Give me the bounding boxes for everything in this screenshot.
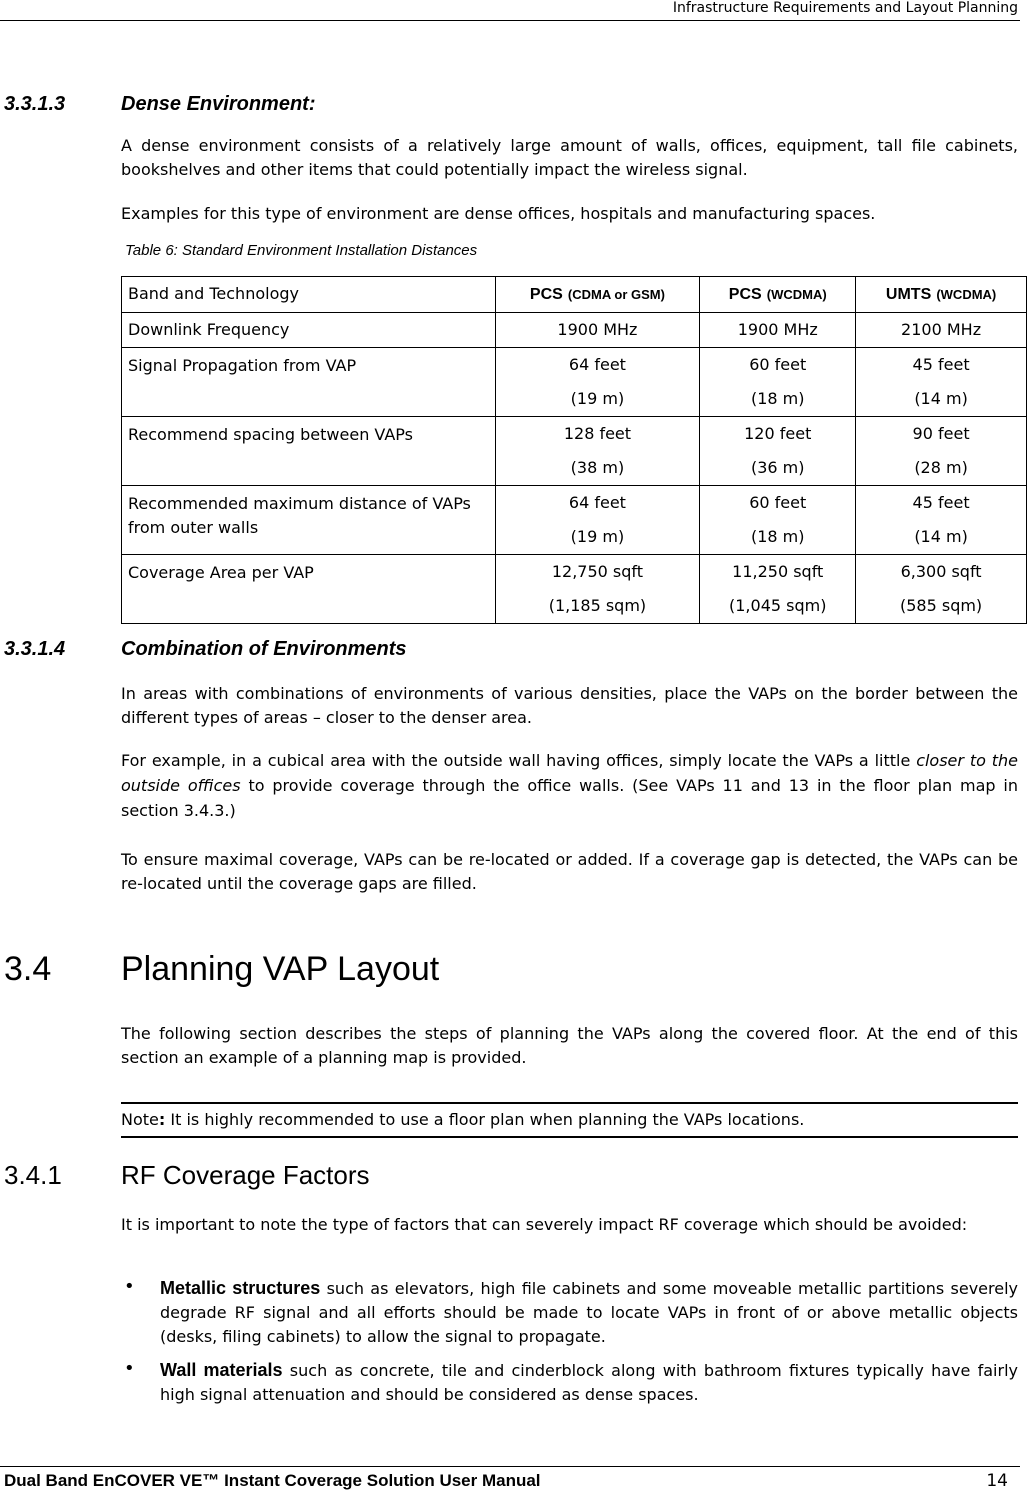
table-cell bbox=[495, 486, 700, 555]
table-header-cell: Band and Technology bbox=[122, 277, 496, 313]
value-meters: (36 m) bbox=[750, 458, 805, 477]
table-cell bbox=[495, 348, 700, 417]
footer-title: Dual Band EnCOVER VE™ Instant Coverage Solution User Manual bbox=[4, 1471, 541, 1490]
table-row bbox=[122, 313, 1027, 348]
table-cell bbox=[856, 348, 1027, 417]
table-cell-label: Signal Propagation from VAP bbox=[122, 348, 496, 417]
heading-number: 3.4.1 bbox=[4, 1160, 62, 1190]
text-run: to provide coverage through the office walls. (See VAPs 11 and 13 in the floor plan map in section 3.4.3.) bbox=[121, 776, 1019, 820]
bullet-wall-materials bbox=[160, 1358, 1018, 1407]
bullet-lead: Wall materials bbox=[160, 1360, 283, 1380]
table-cell bbox=[495, 417, 700, 486]
value-sqft: 11,250 sqft bbox=[732, 562, 824, 581]
value-feet: 128 feet bbox=[563, 424, 632, 443]
table-caption: Table 6: Standard Environment Installation Distances bbox=[125, 242, 478, 259]
table-row bbox=[122, 555, 1027, 624]
value-feet: 60 feet bbox=[749, 493, 807, 512]
value-meters: (19 m) bbox=[570, 389, 625, 408]
table-cell-label: Recommended maximum distance of VAPs from outer walls bbox=[122, 486, 496, 555]
table-cell-label: Recommend spacing between VAPs bbox=[122, 417, 496, 486]
table-row bbox=[122, 417, 1027, 486]
heading-title: Planning VAP Layout bbox=[121, 950, 440, 988]
heading-number: 3.4 bbox=[4, 950, 52, 988]
value-feet: 60 feet bbox=[749, 355, 807, 374]
note-label: Note bbox=[121, 1110, 159, 1129]
table-cell bbox=[856, 417, 1027, 486]
heading-number: 3.3.1.3 bbox=[4, 93, 66, 115]
installation-distances-table bbox=[121, 276, 1027, 624]
bullet-icon: • bbox=[124, 1276, 135, 1297]
value-feet: 45 feet bbox=[912, 493, 970, 512]
value-meters: (38 m) bbox=[570, 458, 625, 477]
combination-paragraph: In areas with combinations of environments of various densities, place the VAPs on the border between the different types of areas – closer to the denser area. bbox=[121, 684, 1018, 727]
dense-environment-paragraph: A dense environment consists of a relatively large amount of walls, offices, equipment, tall file cabinets, bookshelves and other items that could potentially impact the wireless signal. bbox=[121, 136, 1018, 179]
heading-title: Dense Environment: bbox=[121, 93, 316, 115]
bullet-body: such as concrete, tile and cinderblock along with bathroom fixtures typically have fairly high signal attenuation and should be considered as dense spaces. bbox=[160, 1361, 1018, 1404]
heading-3-4 bbox=[4, 950, 1004, 992]
header-rule bbox=[0, 20, 1020, 21]
text-run-italic: closer to the outside offices bbox=[121, 751, 1019, 795]
example-paragraph bbox=[121, 748, 1018, 823]
value-meters: (18 m) bbox=[750, 527, 805, 546]
table-row bbox=[122, 348, 1027, 417]
table-cell: 2100 MHz bbox=[856, 313, 1027, 348]
bullet-icon: • bbox=[124, 1358, 135, 1379]
table-cell bbox=[495, 555, 700, 624]
note-box bbox=[121, 1102, 1018, 1138]
header-main: PCS bbox=[728, 286, 762, 303]
value-sqm: (1,045 sqm) bbox=[729, 596, 827, 615]
table-cell bbox=[856, 486, 1027, 555]
value-sqm: (585 sqm) bbox=[899, 596, 983, 615]
table-row bbox=[122, 486, 1027, 555]
bullet-lead: Metallic structures bbox=[160, 1278, 321, 1298]
relocate-paragraph: To ensure maximal coverage, VAPs can be re-located or added. If a coverage gap is detected, the VAPs can be re-located until the coverage gaps are filled. bbox=[121, 850, 1018, 893]
value-meters: (14 m) bbox=[914, 527, 968, 546]
table-cell-label: Downlink Frequency bbox=[122, 313, 496, 348]
page-number: 14 bbox=[986, 1471, 1008, 1491]
heading-3-4-1 bbox=[4, 1160, 1004, 1192]
value-feet: 90 feet bbox=[912, 424, 970, 443]
header-sub: (WCDMA) bbox=[936, 287, 997, 302]
value-sqm: (1,185 sqm) bbox=[548, 596, 647, 615]
header-sub: (WCDMA) bbox=[766, 287, 827, 302]
table-cell: 1900 MHz bbox=[700, 313, 856, 348]
heading-title: RF Coverage Factors bbox=[121, 1160, 370, 1190]
value-meters: (19 m) bbox=[570, 527, 625, 546]
table-header-cell bbox=[856, 277, 1027, 313]
table-cell bbox=[700, 417, 856, 486]
value-meters: (14 m) bbox=[914, 389, 968, 408]
note-text: It is highly recommended to use a floor plan when planning the VAPs locations. bbox=[165, 1110, 805, 1129]
value-feet: 64 feet bbox=[568, 355, 626, 374]
table-cell bbox=[700, 348, 856, 417]
bullet-body: such as elevators, high file cabinets and some moveable metallic partitions severely degrade RF signal and all efforts should be made to locate VAPs in front of or above metallic objects (desks, filing cabinets) to allow the signal to propagate. bbox=[160, 1279, 1018, 1346]
value-feet: 120 feet bbox=[744, 424, 812, 443]
header-sub: (CDMA or GSM) bbox=[567, 287, 665, 302]
table-header-cell bbox=[495, 277, 700, 313]
dense-examples-paragraph: Examples for this type of environment are dense offices, hospitals and manufacturing spaces. bbox=[121, 204, 876, 223]
note-colon: : bbox=[158, 1110, 166, 1129]
bullet-metallic-structures bbox=[160, 1276, 1018, 1349]
table-cell: 1900 MHz bbox=[495, 313, 700, 348]
planning-paragraph: The following section describes the steps of planning the VAPs along the covered floor. At the end of this section an example of a planning map is provided. bbox=[121, 1024, 1018, 1067]
rf-factors-paragraph: It is important to note the type of factors that can severely impact RF coverage which should be avoided: bbox=[121, 1215, 968, 1234]
value-meters: (28 m) bbox=[914, 458, 968, 477]
table-cell bbox=[700, 555, 856, 624]
footer-rule bbox=[0, 1466, 1020, 1467]
table-header-cell bbox=[700, 277, 856, 313]
heading-3-3-1-4 bbox=[4, 638, 1004, 664]
heading-3-3-1-3 bbox=[4, 93, 1004, 119]
value-feet: 64 feet bbox=[568, 493, 626, 512]
running-header: Infrastructure Requirements and Layout Planning bbox=[672, 0, 1018, 16]
value-sqft: 6,300 sqft bbox=[900, 562, 982, 581]
table-cell bbox=[700, 486, 856, 555]
heading-number: 3.3.1.4 bbox=[4, 638, 66, 660]
table-cell-label: Coverage Area per VAP bbox=[122, 555, 496, 624]
table-cell bbox=[856, 555, 1027, 624]
value-sqft: 12,750 sqft bbox=[551, 562, 644, 581]
header-main: PCS bbox=[529, 286, 563, 303]
text-run: For example, in a cubical area with the outside wall having offices, simply locate the VAPs a little bbox=[121, 751, 917, 770]
header-main: UMTS bbox=[885, 286, 932, 303]
heading-title: Combination of Environments bbox=[121, 638, 407, 660]
value-meters: (18 m) bbox=[750, 389, 805, 408]
table-header-row bbox=[122, 277, 1027, 313]
value-feet: 45 feet bbox=[912, 355, 970, 374]
